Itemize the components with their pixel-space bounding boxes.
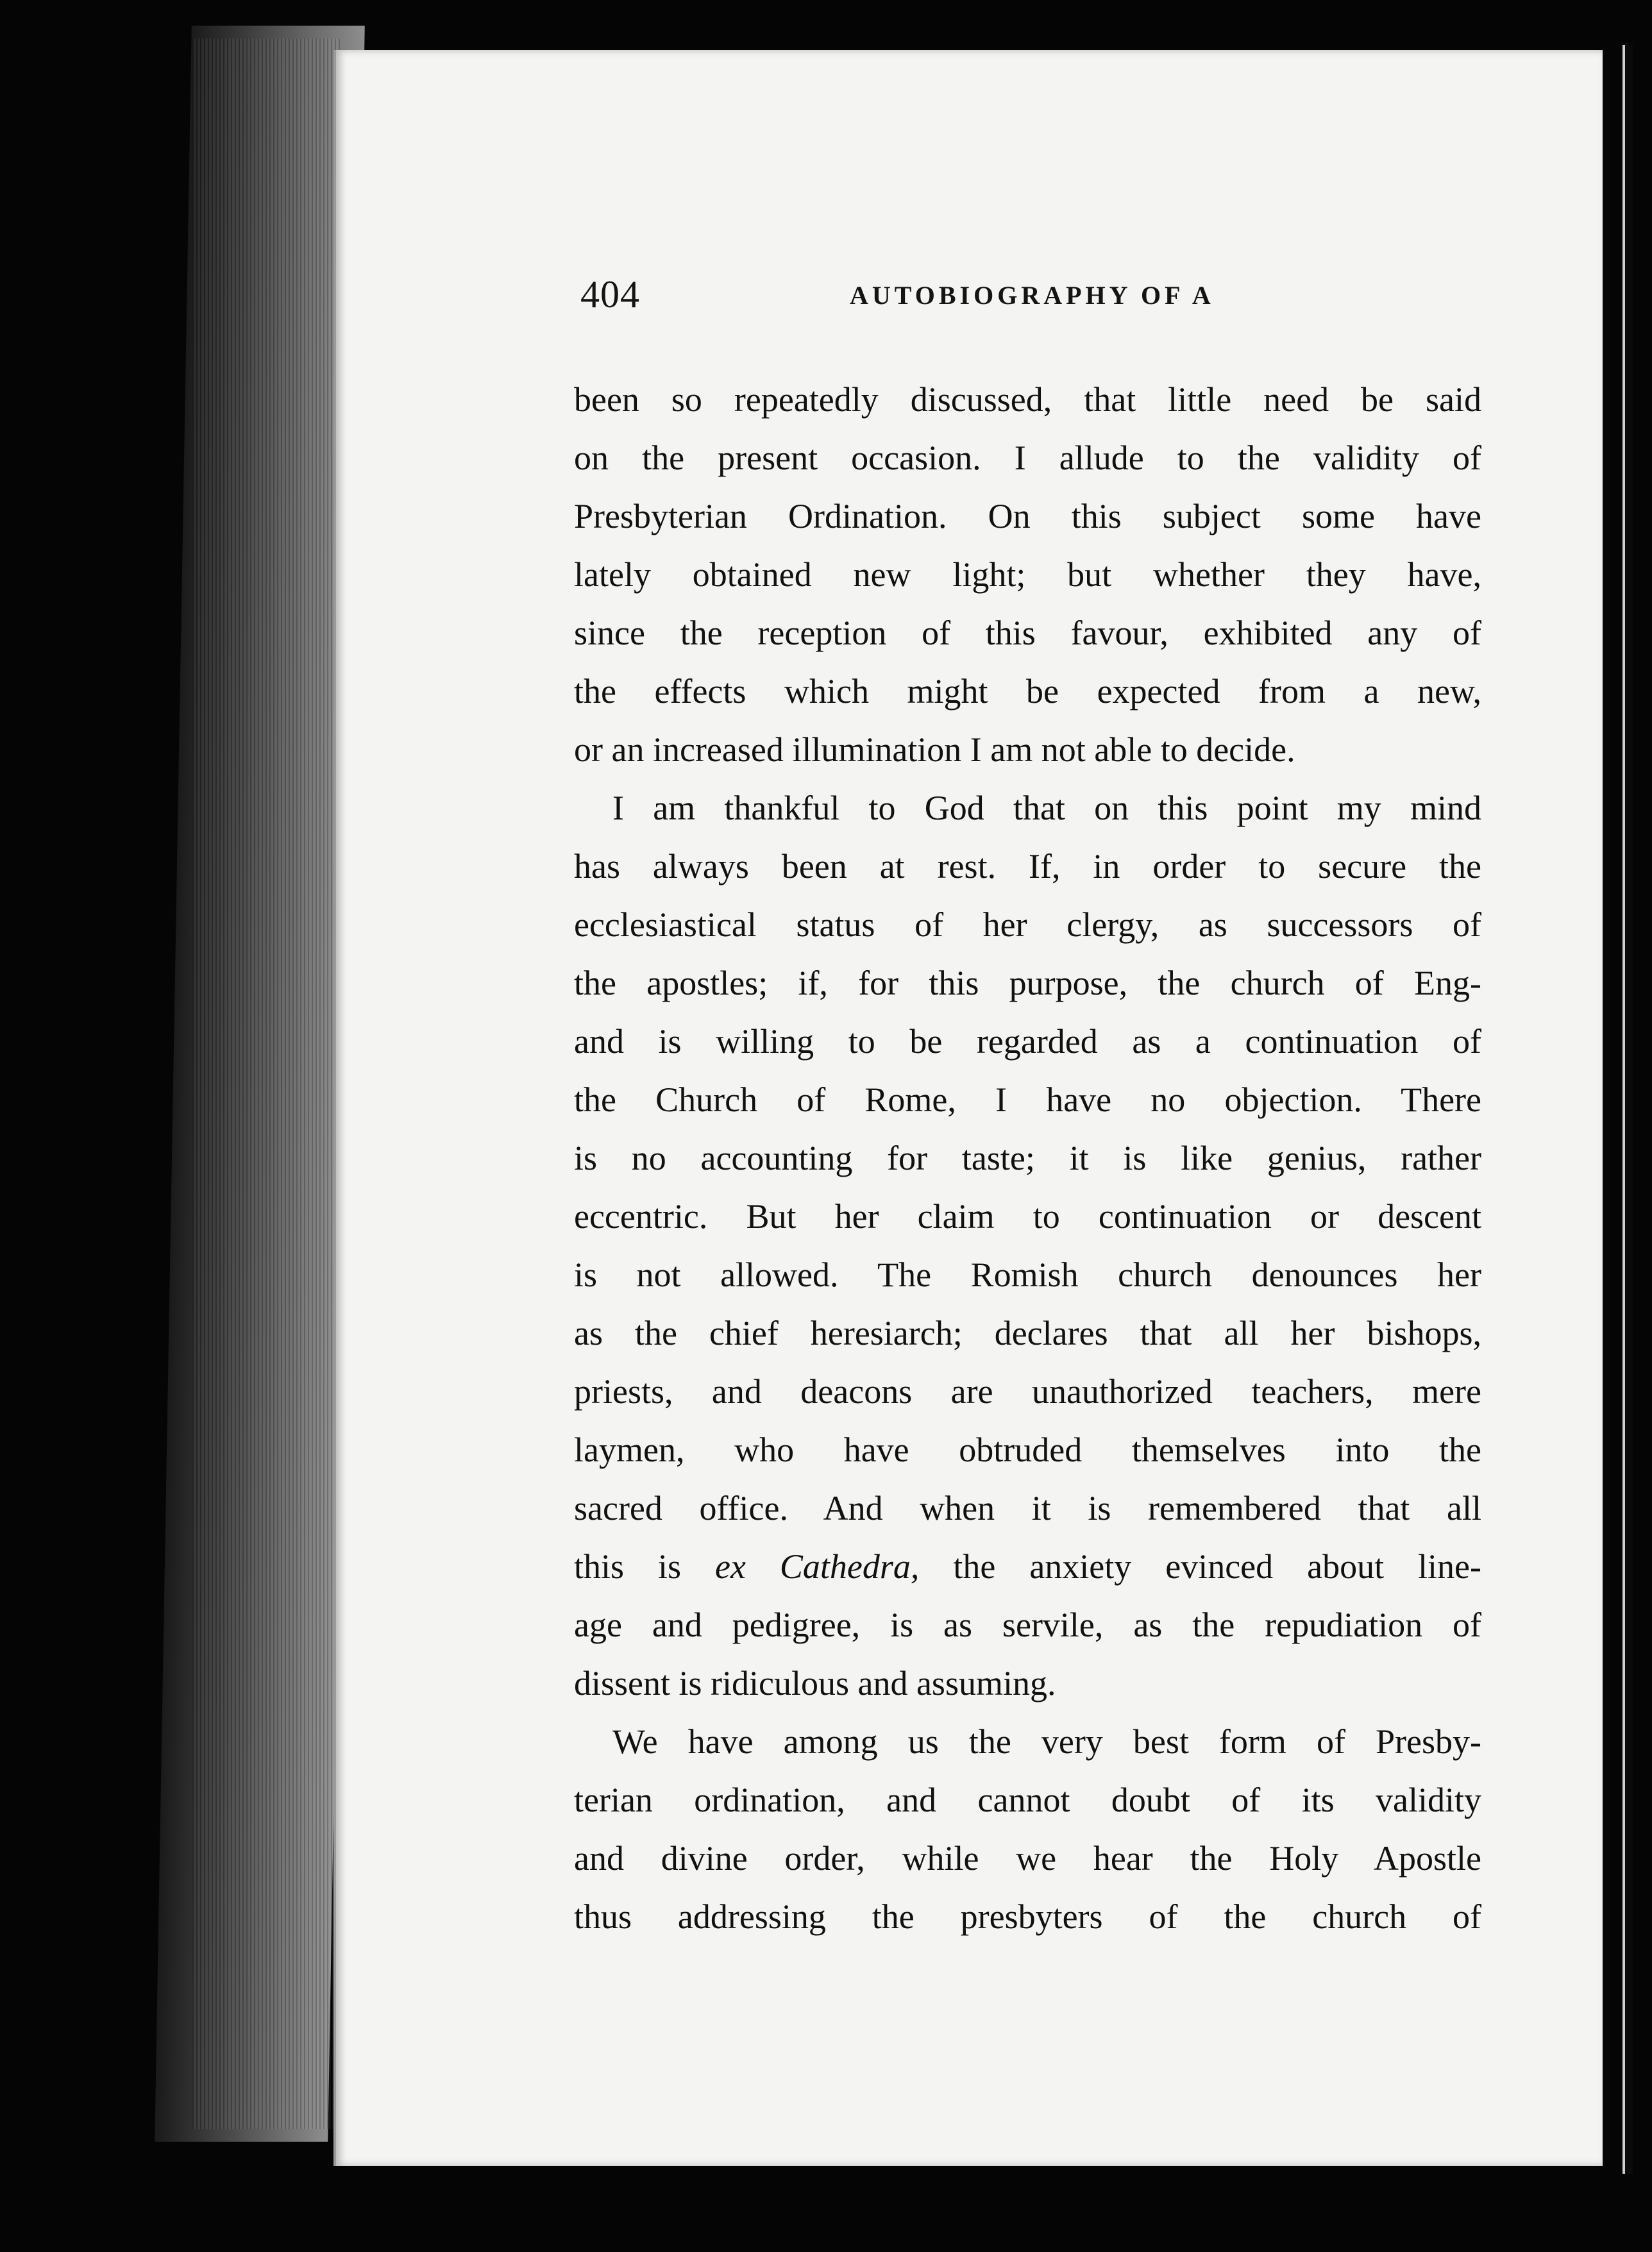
paragraph-1: [574, 371, 1481, 779]
text-line: sacred office. And when it is remembered that all: [574, 1489, 1481, 1527]
text-line: eccentric. But her claim to continuation or descent: [574, 1197, 1481, 1236]
text-line: or an increased illumination I am not able to decide.: [574, 730, 1295, 769]
text-line: laymen, who have obtruded themselves into the: [574, 1431, 1481, 1469]
text-line: as the chief heresiarch; declares that all her bishops,: [574, 1314, 1481, 1352]
text-line: the apostles; if, for this purpose, the church of Eng-: [574, 964, 1481, 1002]
text-line: and divine order, while we hear the Holy Apostle: [574, 1839, 1481, 1878]
text-line: Presbyterian Ordination. On this subject some have: [574, 497, 1481, 535]
text-line: since the reception of this favour, exhibited any of: [574, 614, 1481, 652]
text-line: age and pedigree, is as servile, as the repudiation of: [574, 1606, 1481, 1644]
paragraph-3: [574, 1713, 1481, 1946]
body-text: [574, 371, 1481, 1946]
facing-page-edge: [1622, 45, 1633, 2174]
text-line: been so repeatedly discussed, that little need be said: [574, 380, 1481, 419]
text-line: is no accounting for taste; it is like genius, rather: [574, 1139, 1481, 1177]
page-edge-texture: [192, 38, 340, 2129]
text-line-with-italic: [574, 1538, 1481, 1596]
running-head: [580, 273, 1478, 337]
text-line: thus addressing the presbyters of the church of: [574, 1897, 1481, 1936]
text-line: terian ordination, and cannot doubt of its validity: [574, 1781, 1481, 1819]
text-line: the Church of Rome, I have no objection. There: [574, 1080, 1481, 1119]
text-line: is not allowed. The Romish church denounces her: [574, 1256, 1481, 1294]
text-line: dissent is ridiculous and assuming.: [574, 1664, 1056, 1702]
text-segment: the anxiety evinced about line-: [919, 1547, 1481, 1586]
text-line: priests, and deacons are unauthorized teachers, mere: [574, 1372, 1481, 1411]
text-line: lately obtained new light; but whether they have,: [574, 555, 1481, 594]
text-line: on the present occasion. I allude to the validity of: [574, 439, 1481, 477]
text-line: We have among us the very best form of Presby-: [612, 1722, 1481, 1761]
text-line: and is willing to be regarded as a continuation of: [574, 1022, 1481, 1061]
running-title: AUTOBIOGRAPHY OF A: [850, 281, 1215, 310]
text-line: has always been at rest. If, in order to secure the: [574, 847, 1481, 886]
text-segment: this is: [574, 1547, 715, 1586]
text-line: the effects which might be expected from a new,: [574, 672, 1481, 710]
text-line: ecclesiastical status of her clergy, as successors of: [574, 905, 1481, 944]
paragraph-2: [574, 779, 1481, 1713]
page-number: 404: [580, 273, 640, 315]
italic-phrase: ex Cathedra,: [714, 1547, 920, 1586]
text-line: I am thankful to God that on this point my mind: [612, 789, 1481, 827]
